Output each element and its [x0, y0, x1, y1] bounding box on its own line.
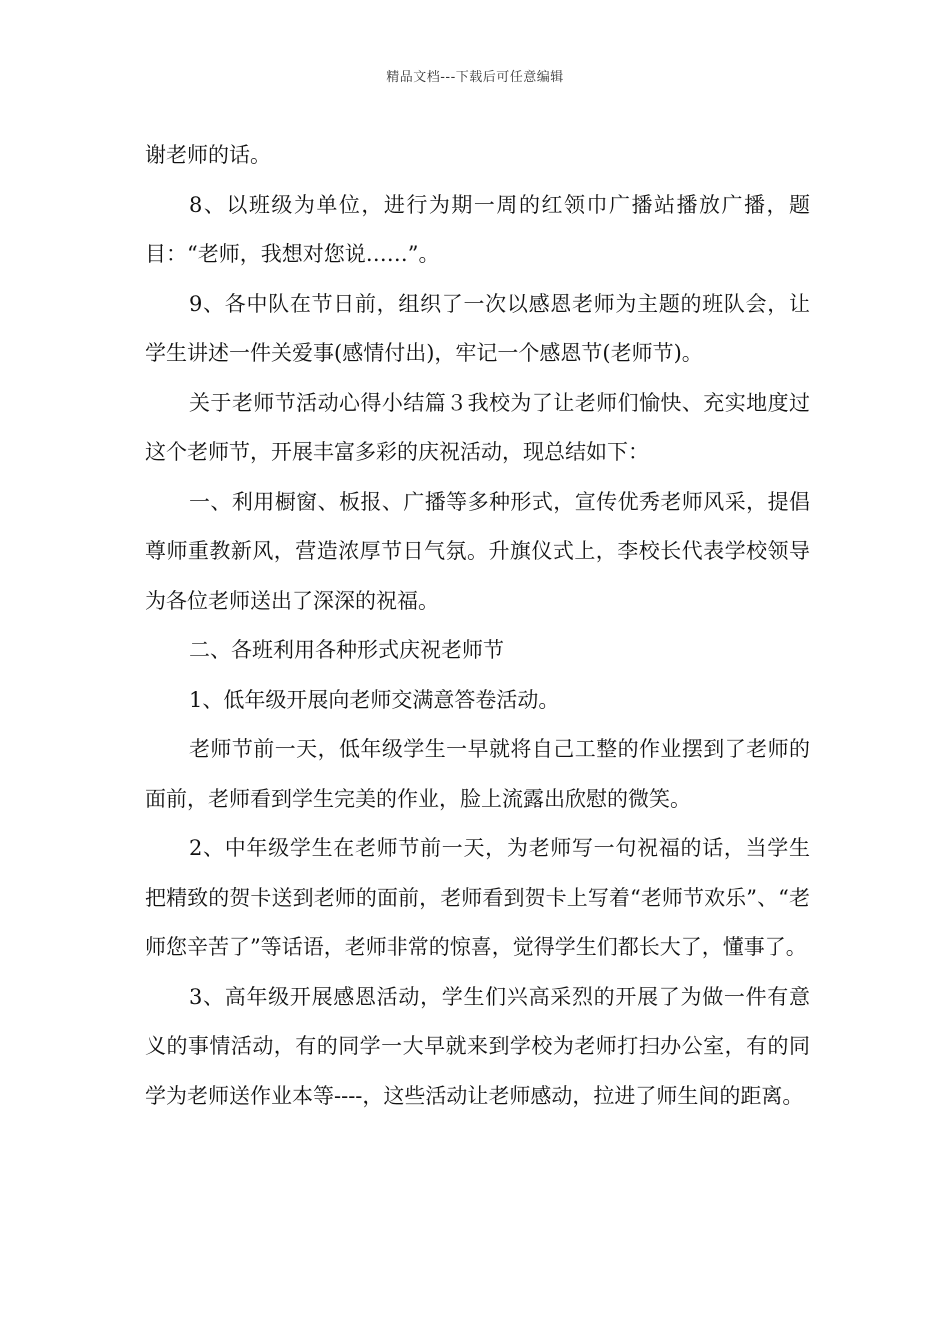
paragraph-4: 关于老师节活动心得小结篇３我校为了让老师们愉快、充实地度过这个老师节，开展丰富多彩的庆祝活动，现总结如下： — [145, 390, 810, 464]
paragraph-5: 一、利用橱窗、板报、广播等多种形式，宣传优秀老师风采，提倡尊师重教新风，营造浓厚节日气氛。升旗仪式上，李校长代表学校领导为各位老师送出了深深的祝福。 — [145, 489, 810, 613]
paragraph-6: 二、各班利用各种形式庆祝老师节 — [189, 638, 504, 662]
paragraph-9: 2、中年级学生在老师节前一天，为老师写一句祝福的话，当学生把精致的贺卡送到老师的面前，老师看到贺卡上写着“老师节欢乐”、“老师您辛苦了”等话语，老师非常的惊喜，觉得学生们都长大了，懂事了。 — [145, 836, 810, 959]
paragraph-8: 老师节前一天，低年级学生一早就将自己工整的作业摆到了老师的面前，老师看到学生完美的作业，脸上流露出欣慰的微笑。 — [145, 737, 810, 811]
page-header: 精品文档---下载后可任意编辑 — [386, 70, 564, 85]
paragraph-1: 谢老师的话。 — [145, 143, 271, 167]
document-body — [145, 131, 810, 1121]
paragraph-2: 8、以班级为单位，进行为期一周的红领巾广播站播放广播，题目：“老师，我想对您说……”。 — [145, 192, 810, 266]
paragraph-7: 1、低年级开展向老师交满意答卷活动。 — [189, 687, 560, 712]
paragraph-3: 9、各中队在节日前，组织了一次以感恩老师为主题的班队会，让学生讲述一件关爱事(感情付出)，牢记一个感恩节(老师节)。 — [145, 291, 810, 365]
paragraph-10: 3、高年级开展感恩活动，学生们兴高采烈的开展了为做一件有意义的事情活动，有的同学一大早就来到学校为老师打扫办公室，有的同学为老师送作业本等----，这些活动让老师感动，拉进了师生间的距离。 — [145, 984, 810, 1108]
